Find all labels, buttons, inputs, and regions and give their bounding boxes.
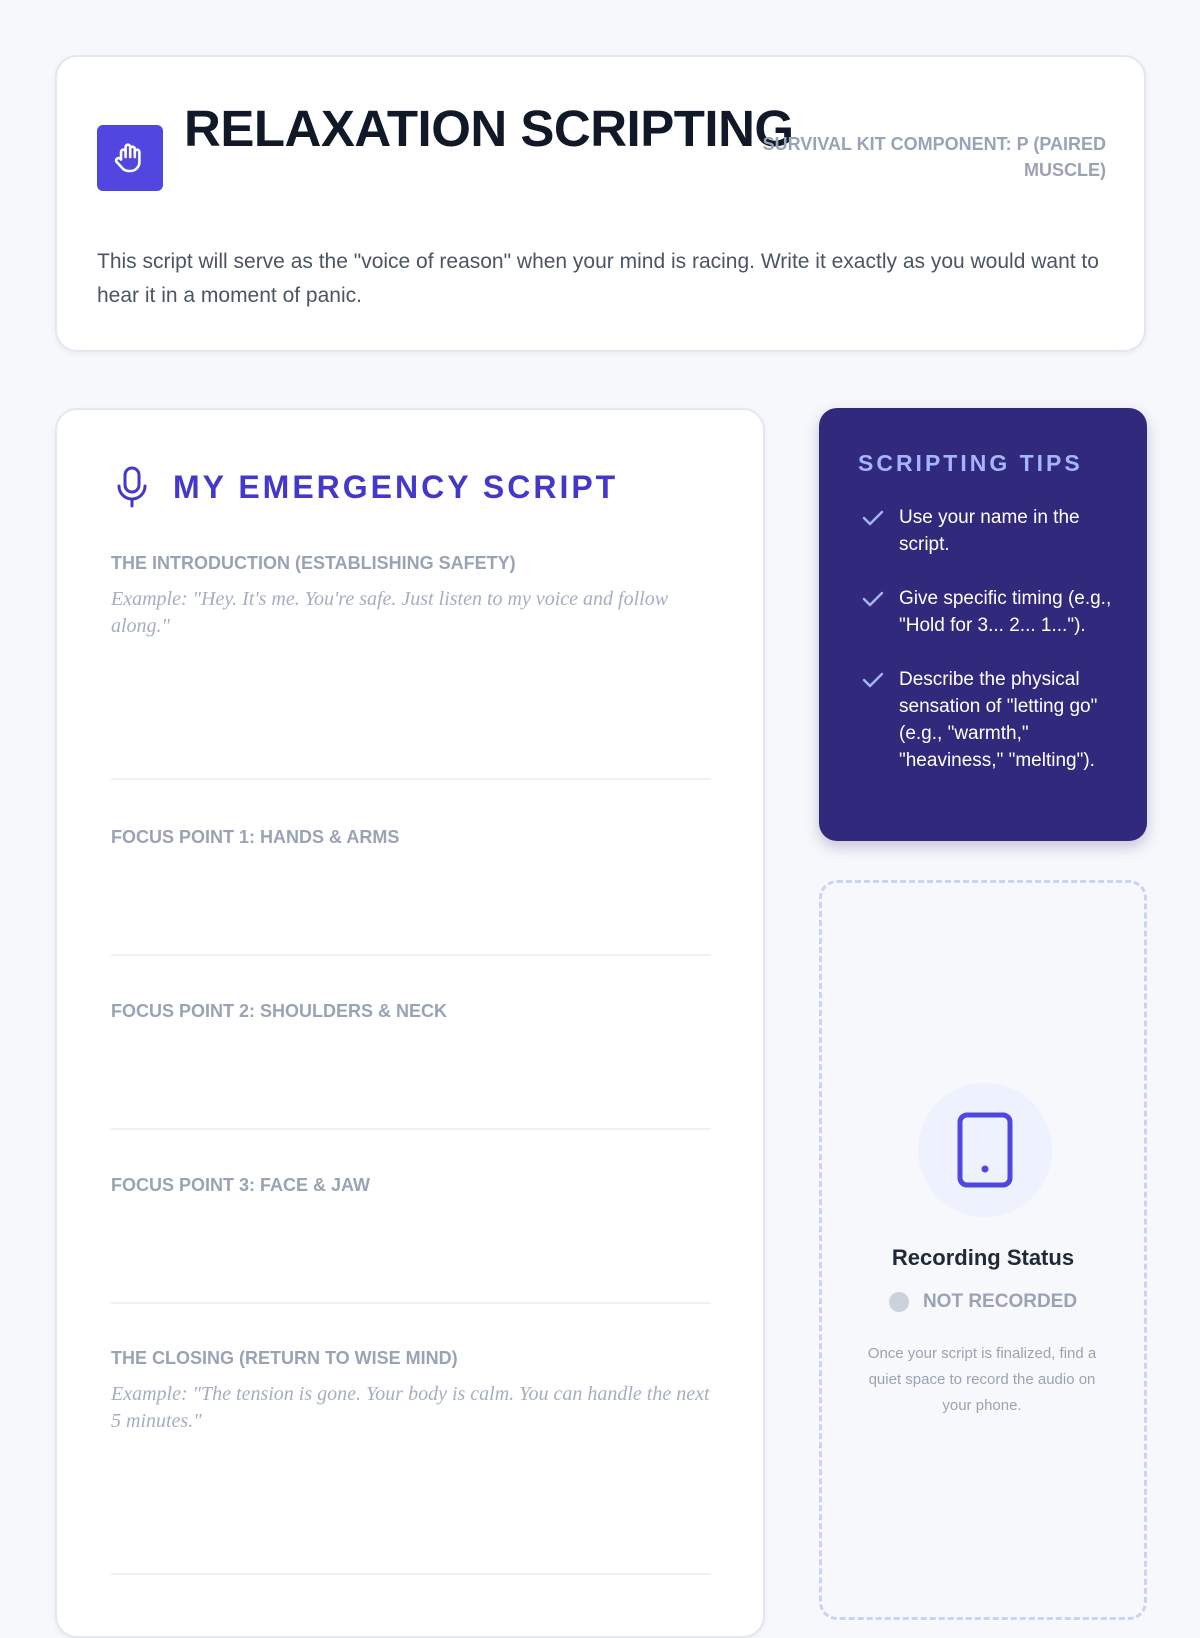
focus-point-1-textarea[interactable] — [111, 860, 711, 956]
status-dot-icon — [889, 1292, 909, 1312]
introduction-textarea[interactable] — [111, 586, 711, 780]
focus-point-2-field — [111, 1001, 711, 1130]
tip-item — [859, 585, 1114, 639]
tip-text: Give specific timing (e.g., "Hold for 3... 2... 1..."). — [899, 588, 1112, 636]
closing-label: THE CLOSING (RETURN TO WISE MIND) — [111, 1348, 458, 1368]
tip-item — [859, 504, 1114, 558]
phone-icon — [957, 1112, 1013, 1188]
tips-list — [859, 504, 1114, 774]
recording-note: Once your script is finalized, find a quiet space to record the audio on your phone. — [867, 1345, 1097, 1414]
focus-point-3-field — [111, 1175, 711, 1304]
recording-status-card — [819, 880, 1147, 1620]
checkmark-icon — [862, 510, 884, 526]
closing-textarea[interactable] — [111, 1381, 711, 1575]
hand-icon — [97, 125, 163, 191]
recording-status-indicator — [822, 1291, 1144, 1313]
focus-point-3-textarea[interactable] — [111, 1208, 711, 1304]
script-section-header — [115, 466, 618, 508]
focus-point-2-label: FOCUS POINT 2: SHOULDERS & NECK — [111, 1001, 448, 1021]
focus-point-2-textarea[interactable] — [111, 1034, 711, 1130]
kit-component-label: SURVIVAL KIT COMPONENT: P (PAIRED MUSCLE) — [762, 134, 1106, 180]
header-card — [55, 55, 1146, 352]
closing-field — [111, 1348, 711, 1575]
focus-point-3-label: FOCUS POINT 3: FACE & JAW — [111, 1175, 371, 1195]
focus-point-1-label: FOCUS POINT 1: HANDS & ARMS — [111, 827, 400, 847]
microphone-icon — [115, 466, 149, 508]
checkmark-icon — [862, 591, 884, 607]
tip-text: Describe the physical sensation of "letting go" (e.g., "warmth," "heaviness," "melting"). — [899, 669, 1098, 771]
page-title: RELAXATION SCRIPTING — [184, 100, 794, 157]
checkmark-icon — [862, 672, 884, 688]
tip-text: Use your name in the script. — [899, 507, 1080, 555]
introduction-label: THE INTRODUCTION (ESTABLISHING SAFETY) — [111, 553, 516, 573]
script-title: MY EMERGENCY SCRIPT — [173, 468, 619, 505]
emergency-script-card — [55, 408, 765, 1638]
phone-icon-circle — [918, 1083, 1052, 1217]
tip-item — [859, 666, 1114, 774]
introduction-field — [111, 553, 711, 780]
focus-point-1-field — [111, 827, 711, 956]
scripting-tips-card — [819, 408, 1147, 841]
intro-text: This script will serve as the "voice of reason" when your mind is racing. Write it exactly as you would want to hear it in a moment of panic. — [97, 250, 1099, 307]
recording-status-title: Recording Status — [891, 1245, 1075, 1270]
status-text: NOT RECORDED — [922, 1291, 1078, 1312]
tips-title: SCRIPTING TIPS — [858, 450, 1083, 476]
